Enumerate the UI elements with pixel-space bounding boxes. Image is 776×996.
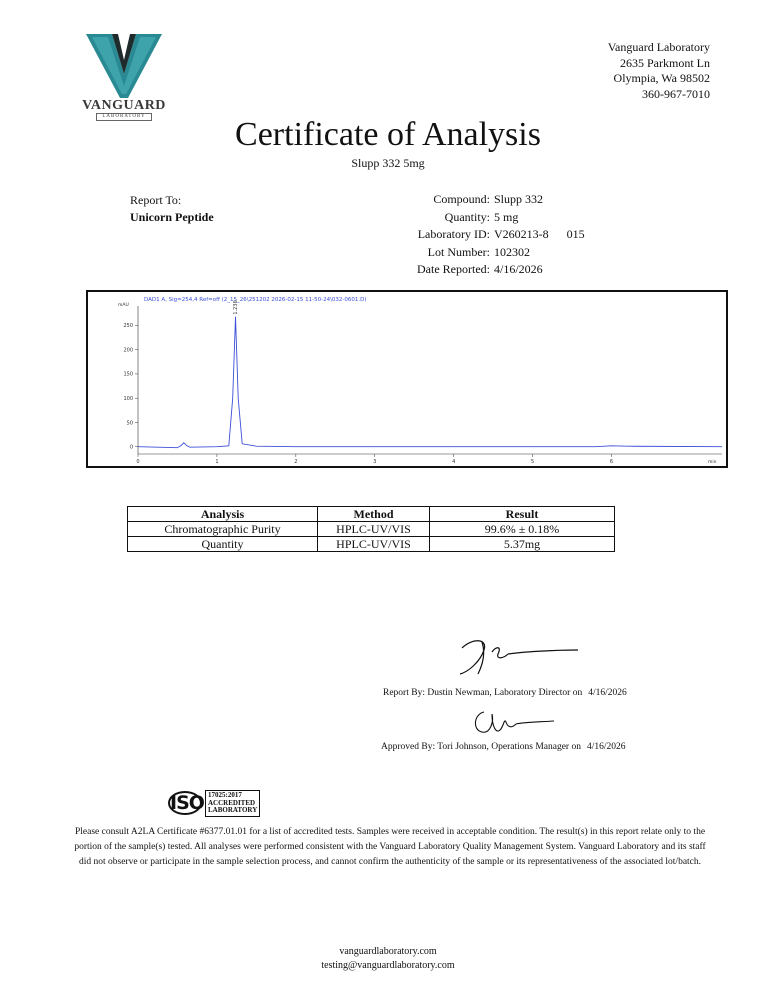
lab-city: Olympia, Wa 98502 — [613, 71, 710, 85]
report-by — [383, 688, 627, 698]
report-by-date: 4/16/2026 — [588, 688, 627, 698]
vanguard-logo — [74, 34, 174, 120]
cell-result: 99.6% ± 0.18% — [430, 522, 615, 537]
logo-sub: LABORATORY — [96, 113, 152, 121]
chromatogram — [86, 290, 728, 468]
chrom-y-tick-label: 150 — [123, 371, 133, 378]
chrom-y-tick-label: 50 — [126, 420, 133, 427]
chrom-x-tick-label: 2 — [294, 459, 298, 465]
chrom-x-tick-label: 4 — [452, 459, 456, 465]
iso-line1: 17025:2017 — [208, 791, 242, 799]
info-row-date — [400, 261, 585, 279]
cell-analysis: Quantity — [128, 537, 318, 552]
results-header-row — [128, 507, 615, 522]
quantity-value: 5 mg — [494, 209, 519, 224]
results-table — [127, 506, 615, 552]
lab-phone: 360-967-7010 — [642, 86, 710, 101]
iso-accreditation-badge — [168, 790, 260, 817]
chrom-x-tick-label: 6 — [609, 459, 614, 465]
cell-method: HPLC-UV/VIS — [318, 537, 430, 552]
report-by-text: Report By: Dustin Newman, Laboratory Director on — [383, 688, 583, 698]
lab-address — [608, 40, 710, 102]
lab-id-suffix: 015 — [566, 227, 585, 241]
chrom-y-tick-label: 0 — [129, 444, 133, 451]
chrom-y-unit: mAU — [118, 303, 129, 308]
lot-value: 102302 — [494, 244, 530, 259]
info-row-lab-id — [400, 226, 585, 244]
cell-result: 5.37mg — [430, 537, 615, 552]
table-row — [128, 522, 615, 537]
table-row — [128, 537, 615, 552]
approved-by-date: 4/16/2026 — [586, 742, 626, 752]
chrom-x-unit: min — [708, 460, 717, 465]
cell-analysis: Chromatographic Purity — [128, 522, 318, 537]
lab-name: Vanguard Laboratory — [607, 40, 710, 54]
chrom-y-tick-label: 250 — [123, 323, 133, 330]
info-row-lot — [400, 244, 585, 262]
chromatogram-plot — [88, 292, 726, 466]
logo-wordmark: VANGUARD — [82, 98, 166, 113]
vanguard-v-icon — [86, 34, 162, 98]
iso-mark: ISO — [170, 792, 204, 815]
chrom-peak-label: 1.236 — [233, 300, 240, 315]
lab-id-value: V260213-8 — [494, 227, 549, 241]
page-subtitle: Slupp 332 5mg — [351, 156, 425, 170]
sample-info — [400, 191, 585, 279]
iso-line3: LABORATORY — [208, 806, 258, 814]
iso-line2: ACCREDITED — [208, 798, 256, 807]
report-to — [130, 192, 214, 226]
report-to-label: Report To: — [130, 193, 182, 207]
iso-text — [205, 790, 260, 817]
quantity-label: Quantity: — [444, 209, 490, 224]
chrom-header: DAD1 A, Sig=254,4 Ref=off (2_15_26\251202 2026-02-15 11-50-24\032-0601.D) — [144, 297, 367, 303]
client-name: Unicorn Peptide — [130, 210, 214, 224]
info-row-compound — [400, 191, 585, 209]
compound-label: Compound: — [433, 192, 490, 206]
lab-id-label: Laboratory ID: — [417, 227, 490, 241]
cell-method: HPLC-UV/VIS — [318, 522, 430, 537]
lab-street: 2635 Parkmont Ln — [620, 55, 710, 70]
footer — [0, 945, 776, 973]
header-analysis: Analysis — [128, 507, 318, 522]
chrom-x-tick-label: 0 — [136, 459, 140, 465]
compound-value: Slupp 332 — [494, 192, 544, 206]
chrom-x-tick-label: 1 — [215, 459, 219, 465]
lot-label: Lot Number: — [427, 244, 490, 259]
date-label: Date Reported: — [417, 262, 490, 276]
header-result: Result — [430, 507, 615, 522]
chrom-x-tick-label: 3 — [373, 459, 377, 465]
info-row-quantity — [400, 209, 585, 227]
disclaimer: Please consult A2LA Certificate #6377.01.01 for a list of accredited tests. Samples were received in acceptable condition. The result(s) in this report relate only to the portion of the sample(s) tested. All analyses were performed consistent with the Vanguard Laboratory Quality Management System. Vanguard Laboratory and its staff did not observe or participate in the sample selection process, and cannot confirm the authenticity of the sample or its representativeness of the associated lot/batch. — [74, 827, 706, 867]
date-value: 4/16/2026 — [494, 262, 543, 276]
chrom-y-tick-label: 100 — [123, 395, 133, 402]
chrom-x-tick-label: 5 — [531, 459, 535, 465]
footer-email: testing@vanguardlaboratory.com — [321, 960, 455, 971]
approved-by-text: Approved By: Tori Johnson, Operations Manager on — [381, 742, 581, 752]
approved-by — [381, 742, 625, 752]
manager-signature — [470, 704, 560, 740]
director-signature — [452, 632, 582, 678]
footer-website: vanguardlaboratory.com — [339, 946, 437, 957]
page-title: Certificate of Analysis — [235, 116, 541, 153]
header-method: Method — [318, 507, 430, 522]
chrom-y-tick-label: 200 — [123, 347, 133, 354]
chrom-trace — [138, 317, 722, 448]
